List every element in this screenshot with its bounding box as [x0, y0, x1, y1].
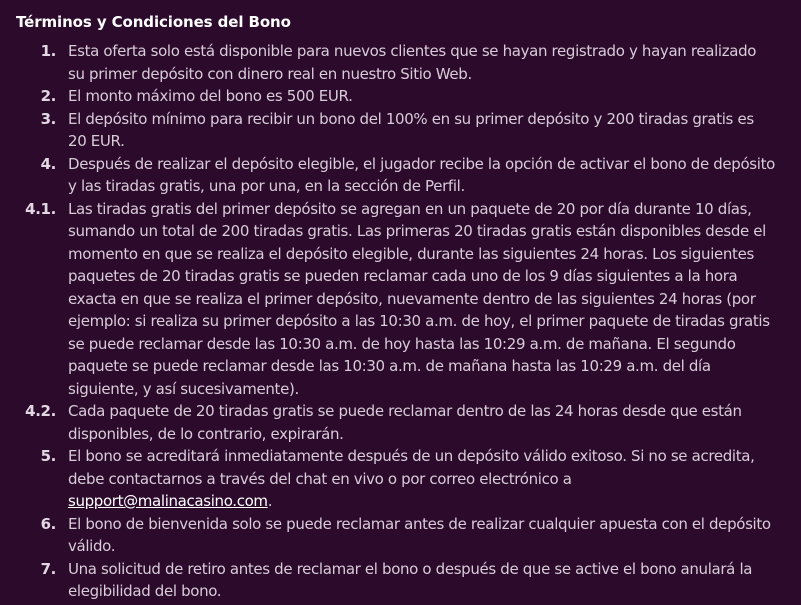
terms-item-text-after-link: .: [267, 492, 273, 510]
terms-item-text-before-link: El bono se acreditará inmediatamente después de un depósito válido exitoso. Si no se acredita, debe contactarnos a través del chat en vivo o por correo electrónico a: [68, 447, 755, 488]
terms-item-number: 5.: [40, 447, 56, 465]
support-email-link[interactable]: support@malinacasino.com: [68, 492, 268, 510]
terms-item-number: 6.: [40, 514, 56, 533]
terms-item: [16, 400, 785, 445]
terms-item-text: Las tiradas gratis del primer depósito se agregan en un paquete de 20 por día durante 10 días, sumando un total de 200 tiradas gratis. Las primeras 20 tiradas gratis están disponibles desde el momento en que se realiza el depósito elegible, durante las siguientes 24 horas. Los siguientes paquetes de 20 tiradas gratis se pueden reclamar cada uno de los 9 días siguientes a la hora exacta en que se realiza el primer depósito, nuevamente dentro de las siguientes 24 horas (por ejemplo: si realiza su primer depósito a las 10:30 a.m. de hoy, el primer paquete de tiradas gratis se puede reclamar desde las 10:30 a.m. de hoy hasta las 10:29 a.m. de mañana. El segundo paquete se puede reclamar desde las 10:30 a.m. de mañana hasta las 10:29 a.m. del día siguiente, y así sucesivamente).: [68, 199, 770, 398]
terms-item-number: 2.: [40, 87, 56, 105]
terms-item-number: 4.: [40, 154, 56, 173]
terms-item-text: El monto máximo del bono es 500 EUR.: [68, 87, 353, 105]
terms-item-text: Después de realizar el depósito elegible, el jugador recibe la opción de activar el bono de depósito y las tiradas gratis, una por una, en la sección de Perfil.: [68, 154, 775, 195]
terms-item: [16, 513, 785, 558]
terms-item-number: 1.: [40, 42, 56, 60]
terms-list: [16, 40, 785, 603]
terms-heading: Términos y Condiciones del Bono: [16, 13, 291, 31]
terms-item: [16, 558, 785, 603]
terms-item-number: 4.1.: [25, 199, 56, 218]
terms-item-text: Cada paquete de 20 tiradas gratis se puede reclamar dentro de las 24 horas desde que están disponibles, de lo contrario, expirarán.: [68, 402, 742, 443]
terms-item: [16, 85, 785, 108]
terms-item-text: El bono de bienvenida solo se puede reclamar antes de realizar cualquier apuesta con el depósito válido.: [68, 514, 771, 555]
terms-item-text: Esta oferta solo está disponible para nuevos clientes que se hayan registrado y hayan realizado su primer depósito con dinero real en nuestro Sitio Web.: [68, 42, 757, 83]
terms-item: [16, 40, 785, 85]
terms-item-number: 3.: [40, 109, 56, 128]
terms-item-text: Una solicitud de retiro antes de reclamar el bono o después de que se active el bono anulará la elegibilidad del bono.: [68, 559, 753, 600]
terms-item-text: El depósito mínimo para recibir un bono del 100% en su primer depósito y 200 tiradas gratis es 20 EUR.: [68, 109, 754, 150]
terms-item: [16, 108, 785, 153]
terms-item-text: [68, 445, 785, 513]
terms-item: [16, 445, 785, 513]
terms-item-number: 7.: [40, 559, 56, 578]
terms-item-number: 4.2.: [25, 402, 56, 420]
terms-item: [16, 153, 785, 198]
terms-item: [16, 198, 785, 401]
